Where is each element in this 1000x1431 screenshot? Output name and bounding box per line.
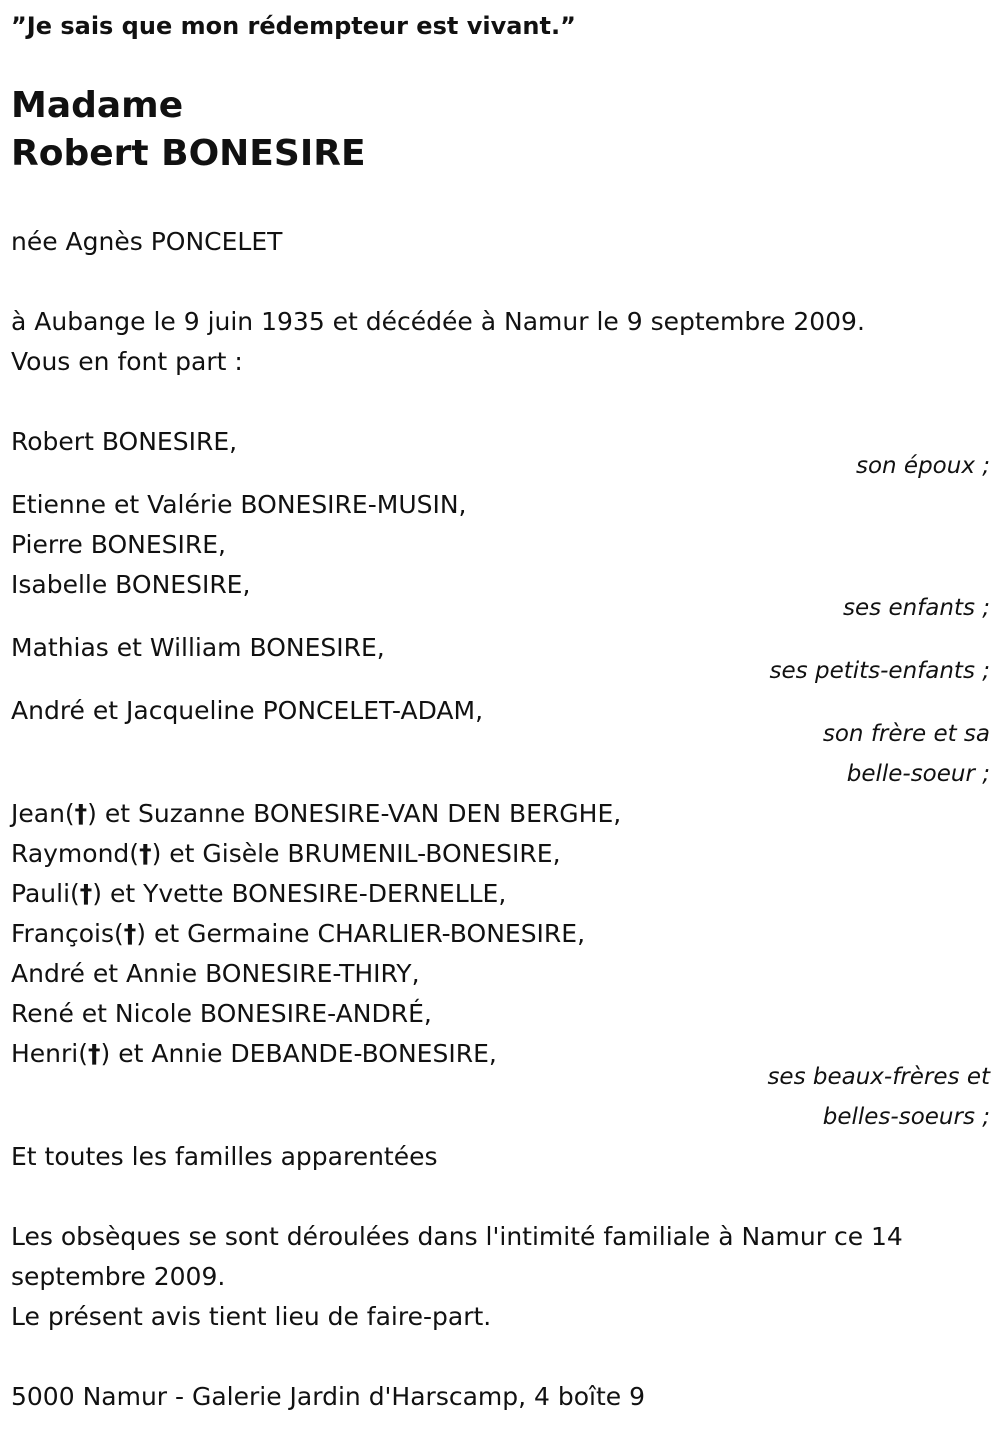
cross-icon: † (139, 839, 152, 868)
child-name: Etienne et Valérie BONESIRE-MUSIN, (11, 490, 467, 519)
funeral-text-line-2: septembre 2009. (11, 1262, 226, 1291)
title-line-2: Robert BONESIRE (11, 133, 366, 174)
in-law-name: Jean(†) et Suzanne BONESIRE-VAN DEN BERGHE, (11, 799, 622, 828)
funeral-text-line-3: Le présent avis tient lieu de faire-part. (11, 1302, 492, 1331)
sibling-relation-line-2: belle-soeur ; (846, 761, 990, 787)
epigraph-quote: ”Je sais que mon rédempteur est vivant.” (11, 12, 576, 40)
title-line-1: Madame (11, 85, 184, 126)
in-law-name: René et Nicole BONESIRE-ANDRÉ, (11, 999, 432, 1028)
in-law-name: Pauli(†) et Yvette BONESIRE-DERNELLE, (11, 879, 507, 908)
in-law-name: André et Annie BONESIRE-THIRY, (11, 959, 420, 988)
cross-icon: † (74, 799, 88, 828)
cross-icon: † (79, 879, 93, 908)
grandchildren-names: Mathias et William BONESIRE, (11, 633, 385, 662)
in-laws-relation-line-2: belles-soeurs ; (822, 1104, 990, 1130)
other-families: Et toutes les familles apparentées (11, 1142, 438, 1171)
child-name: Pierre BONESIRE, (11, 530, 226, 559)
announcement-line: Vous en font part : (11, 347, 243, 376)
cross-icon: † (123, 919, 137, 948)
sibling-names: André et Jacqueline PONCELET-ADAM, (11, 696, 484, 725)
birth-death-dates: à Aubange le 9 juin 1935 et décédée à Namur le 9 septembre 2009. (11, 307, 865, 336)
spouse-relation: son époux ; (855, 453, 990, 479)
in-law-name: Raymond(†) et Gisèle BRUMENIL-BONESIRE, (11, 839, 561, 868)
funeral-text-line-1: Les obsèques se sont déroulées dans l'intimité familiale à Namur ce 14 (11, 1222, 903, 1251)
sibling-relation-line-1: son frère et sa (822, 721, 990, 747)
in-law-name: François(†) et Germaine CHARLIER-BONESIRE, (11, 919, 586, 948)
address: 5000 Namur - Galerie Jardin d'Harscamp, 4 boîte 9 (11, 1382, 646, 1411)
children-relation: ses enfants ; (843, 595, 990, 621)
child-name: Isabelle BONESIRE, (11, 570, 251, 599)
cross-icon: † (88, 1039, 101, 1068)
spouse-name: Robert BONESIRE, (11, 427, 238, 456)
grandchildren-relation: ses petits-enfants ; (769, 658, 990, 684)
in-laws-relation-line-1: ses beaux-frères et (767, 1064, 990, 1090)
in-law-name: Henri(†) et Annie DEBANDE-BONESIRE, (11, 1039, 497, 1068)
born-name: née Agnès PONCELET (11, 227, 283, 256)
